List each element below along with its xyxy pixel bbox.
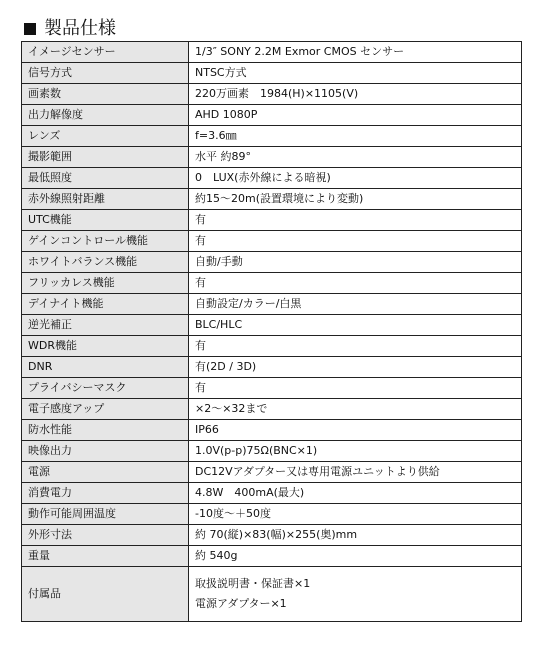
table-row [22, 84, 522, 105]
spec-label: 映像出力 [22, 441, 189, 462]
spec-label: 外形寸法 [22, 525, 189, 546]
table-row [22, 252, 522, 273]
table-row [22, 105, 522, 126]
spec-value: IP66 [189, 420, 522, 441]
spec-label: 撮影範囲 [22, 147, 189, 168]
spec-label: 信号方式 [22, 63, 189, 84]
table-row [22, 504, 522, 525]
spec-value: DC12Vアダプター又は専用電源ユニットより供給 [189, 462, 522, 483]
table-row [22, 336, 522, 357]
table-row [22, 315, 522, 336]
spec-value: BLC/HLC [189, 315, 522, 336]
spec-label: UTC機能 [22, 210, 189, 231]
table-row [22, 546, 522, 567]
table-row [22, 378, 522, 399]
accessory-line: 電源アダプター×1 [195, 597, 287, 610]
table-row [22, 42, 522, 63]
table-row [22, 63, 522, 84]
table-row [22, 420, 522, 441]
spec-label: 赤外線照射距離 [22, 189, 189, 210]
spec-value: ×2～×32まで [189, 399, 522, 420]
spec-label: 重量 [22, 546, 189, 567]
spec-value: 有 [189, 231, 522, 252]
spec-value: f=3.6㎜ [189, 126, 522, 147]
spec-label: DNR [22, 357, 189, 378]
spec-value: 4.8W 400mA(最大) [189, 483, 522, 504]
spec-value: 有(2D / 3D) [189, 357, 522, 378]
spec-value: -10度～＋50度 [189, 504, 522, 525]
spec-table-body [22, 42, 522, 622]
spec-value: 0 LUX(赤外線による暗視) [189, 168, 522, 189]
table-row [22, 483, 522, 504]
spec-label: レンズ [22, 126, 189, 147]
table-row [22, 462, 522, 483]
table-row [22, 441, 522, 462]
spec-table [21, 41, 522, 622]
spec-value: 有 [189, 210, 522, 231]
spec-label: 電子感度アップ [22, 399, 189, 420]
spec-value: 自動設定/カラー/白黒 [189, 294, 522, 315]
spec-label: プライバシーマスク [22, 378, 189, 399]
table-row [22, 126, 522, 147]
spec-value: 水平 約89° [189, 147, 522, 168]
table-row [22, 294, 522, 315]
table-row-accessories [22, 567, 522, 622]
page-title-text: 製品仕様 [44, 18, 116, 39]
spec-label: 付属品 [22, 567, 189, 622]
spec-value: 約 70(縦)×83(幅)×255(奥)mm [189, 525, 522, 546]
accessories-value [189, 567, 522, 622]
page-title [24, 18, 116, 40]
table-row [22, 273, 522, 294]
spec-label: 動作可能周囲温度 [22, 504, 189, 525]
spec-label: フリッカレス機能 [22, 273, 189, 294]
spec-value: 1/3″ SONY 2.2M Exmor CMOS センサー [189, 42, 522, 63]
spec-label: ゲインコントロール機能 [22, 231, 189, 252]
spec-label: デイナイト機能 [22, 294, 189, 315]
square-bullet-icon [24, 23, 36, 35]
spec-value: 有 [189, 273, 522, 294]
spec-label: イメージセンサー [22, 42, 189, 63]
table-row [22, 399, 522, 420]
spec-value: 1.0V(p-p)75Ω(BNC×1) [189, 441, 522, 462]
spec-value: 有 [189, 378, 522, 399]
table-row [22, 231, 522, 252]
spec-label: ホワイトバランス機能 [22, 252, 189, 273]
table-row [22, 210, 522, 231]
spec-label: 消費電力 [22, 483, 189, 504]
spec-label: WDR機能 [22, 336, 189, 357]
table-row [22, 357, 522, 378]
spec-value: 約 540g [189, 546, 522, 567]
table-row [22, 525, 522, 546]
spec-label: 最低照度 [22, 168, 189, 189]
spec-label: 画素数 [22, 84, 189, 105]
spec-label: 電源 [22, 462, 189, 483]
spec-label: 防水性能 [22, 420, 189, 441]
spec-label: 出力解像度 [22, 105, 189, 126]
table-row [22, 147, 522, 168]
spec-value: NTSC方式 [189, 63, 522, 84]
table-row [22, 168, 522, 189]
spec-value: 約15～20m(設置環境により変動) [189, 189, 522, 210]
accessory-line: 取扱説明書・保証書×1 [195, 577, 311, 590]
table-row [22, 189, 522, 210]
spec-value: 220万画素 1984(H)×1105(V) [189, 84, 522, 105]
spec-value: AHD 1080P [189, 105, 522, 126]
spec-value: 自動/手動 [189, 252, 522, 273]
spec-label: 逆光補正 [22, 315, 189, 336]
spec-value: 有 [189, 336, 522, 357]
